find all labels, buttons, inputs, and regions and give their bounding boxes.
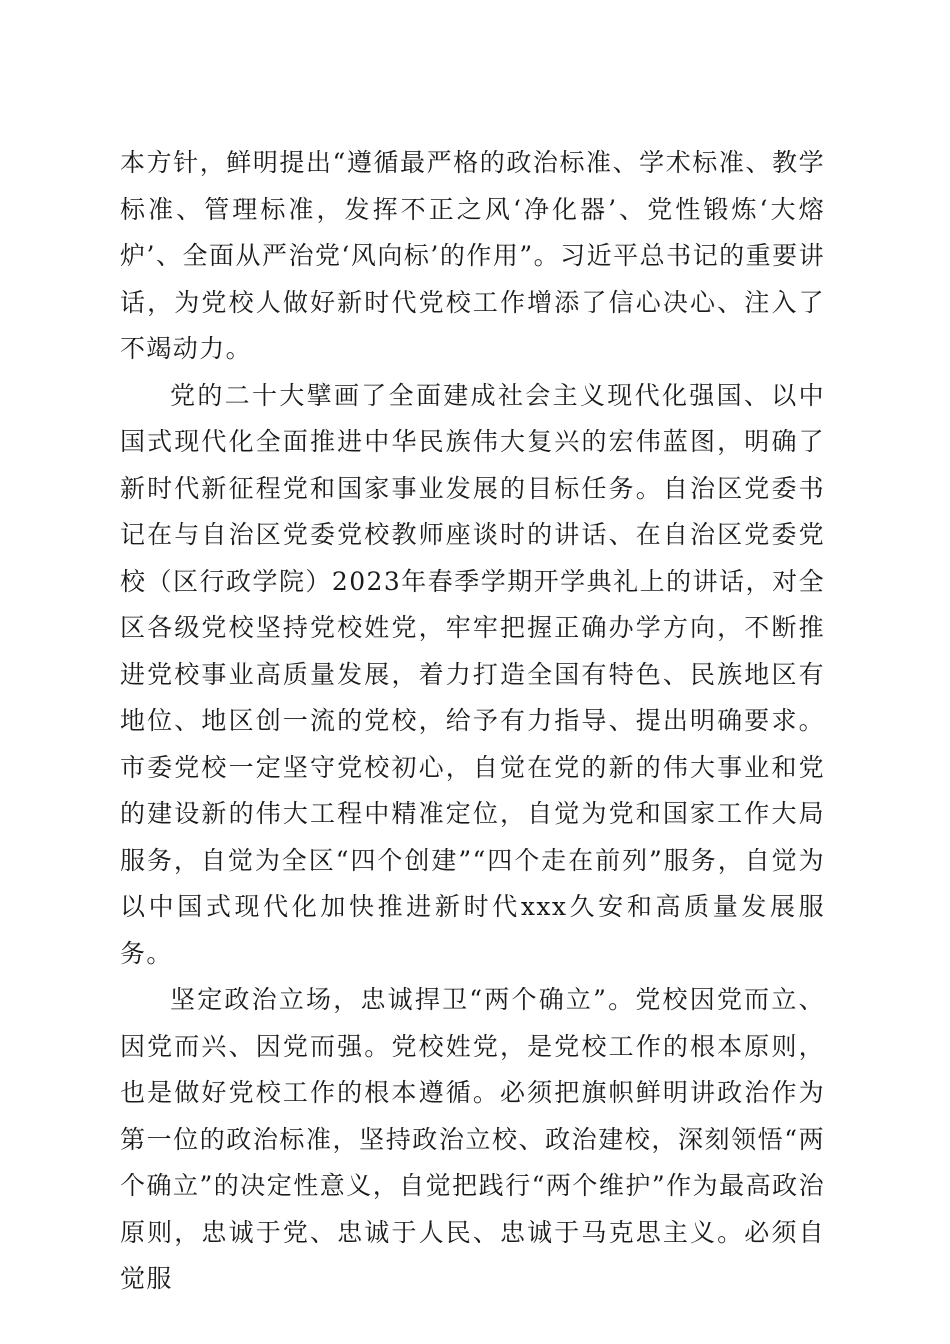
body-text	[120, 140, 825, 1303]
paragraph-continued: 本方针，鲜明提出“遵循最严格的政治标准、学术标准、教学标准、管理标准，发挥不正之风‘净化器’、党性锻炼‘大熔炉’、全面从严治党‘风向标’的作用”。习近平总书记的重要讲话，为党校人做好新时代党校工作增添了信心决心、注入了不竭动力。	[120, 148, 825, 363]
paragraph-political-stance: 坚定政治立场，忠诚捍卫“两个确立”。党校因党而立、因党而兴、因党而强。党校姓党，是党校工作的根本原则，也是做好党校工作的根本遵循。必须把旗帜鲜明讲政治作为第一位的政治标准，坚持政治立校、政治建校，深刻领悟“两个确立”的决定性意义，自觉把践行“两个维护”作为最高政治原则，忠诚于党、忠诚于人民、忠诚于马克思主义。必须自觉服	[120, 985, 825, 1293]
paragraph-blueprint: 党的二十大擘画了全面建成社会主义现代化强国、以中国式现代化全面推进中华民族伟大复兴的宏伟蓝图，明确了新时代新征程党和国家事业发展的目标任务。自治区党委书记在与自治区党委党校教师座谈时的讲话、在自治区党委党校（区行政学院）2023年春季学期开学典礼上的讲话，对全区各级党校坚持党校姓党，牢牢把握正确办学方向，不断推进党校事业高质量发展，着力打造全国有特色、民族地区有地位、地区创一流的党校，给予有力指导、提出明确要求。市委党校一定坚守党校初心，自觉在党的新的伟大事业和党的建设新的伟大工程中精准定位，自觉为党和国家工作大局服务，自觉为全区“四个创建”“四个走在前列”服务，自觉为以中国式现代化加快推进新时代xxx久安和高质量发展服务。	[120, 380, 825, 968]
